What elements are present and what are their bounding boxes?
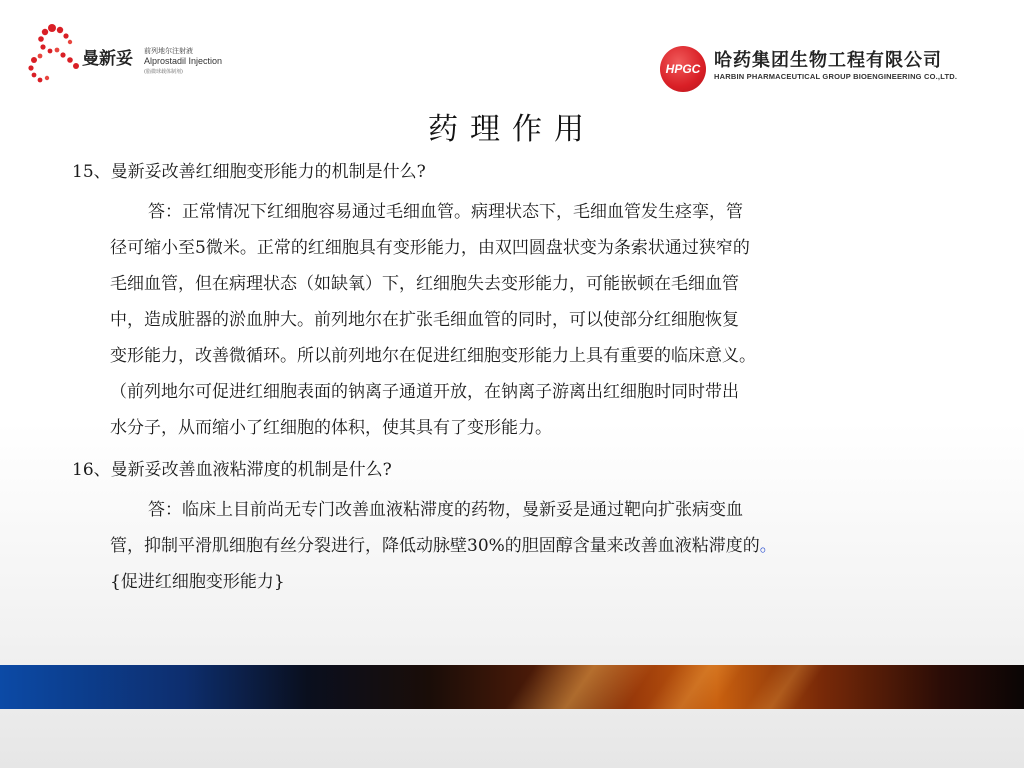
company-name-en: HARBIN PHARMACEUTICAL GROUP BIOENGINEERING CO.,LTD. [714, 72, 958, 81]
answer-15 [72, 194, 992, 446]
answer-line: {促进红细胞变形能力} [110, 572, 285, 592]
banner-light-streak [745, 665, 826, 709]
answer-16 [72, 492, 992, 600]
brand-subtitle-cn: 前列地尔注射液 [144, 47, 193, 55]
answer-line: 中，造成脏器的淤血肿大。前列地尔在扩张毛细血管的同时，可以使部分红细胞恢复 [110, 310, 739, 330]
slide-title: 药理作用 [428, 112, 596, 147]
brand-subtitle-en: Alprostadil Injection [144, 56, 223, 66]
answer-line: 径可缩小至5微米。正常的红细胞具有变形能力，由双凹圆盘状变为条索状通过狭窄的 [110, 238, 750, 258]
dots-logo-icon [26, 20, 86, 86]
answer-line: 答：正常情况下红细胞容易通过毛细血管。病理状态下，毛细血管发生痉挛，管 [148, 202, 743, 222]
answer-line: 毛细血管，但在病理状态（如缺氧）下，红细胞失去变形能力，可能嵌顿在毛细血管 [110, 274, 739, 294]
banner-light-streak [645, 665, 746, 709]
hpgc-badge-icon: HPGC [660, 46, 706, 92]
answer-line-text: 管，抑制平滑肌细胞有丝分裂进行，降低动脉壁30%的胆固醇含量来改善血液粘滞度的 [110, 536, 760, 556]
company-name-cn: 哈药集团生物工程有限公司 [714, 50, 942, 71]
brand-name: 曼新妥 [82, 49, 133, 69]
brand-note: (脂微球载体制剂) [144, 69, 183, 75]
answer-line: （前列地尔可促进红细胞表面的钠离子通道开放，在钠离子游离出红细胞时同时带出 [110, 382, 739, 402]
answer-line: 答：临床上目前尚无专门改善血液粘滞度的药物，曼新妥是通过靶向扩张病变血 [148, 500, 743, 520]
banner-light-streak [505, 665, 656, 709]
answer-line: 水分子，从而缩小了红细胞的体积，使其具有了变形能力。 [110, 418, 552, 438]
bottom-banner [0, 665, 1024, 709]
answer-line-with-mark [110, 528, 992, 564]
alprostadil-logo [26, 20, 236, 90]
qa-content [72, 158, 992, 600]
hpgc-company-logo [660, 40, 980, 90]
question-16: 16、曼新妥改善血液粘滞度的机制是什么? [72, 460, 392, 480]
period-mark: 。 [759, 536, 777, 556]
question-15: 15、曼新妥改善红细胞变形能力的机制是什么? [72, 162, 426, 182]
answer-line: 变形能力，改善微循环。所以前列地尔在促进红细胞变形能力上具有重要的临床意义。 [110, 346, 756, 366]
